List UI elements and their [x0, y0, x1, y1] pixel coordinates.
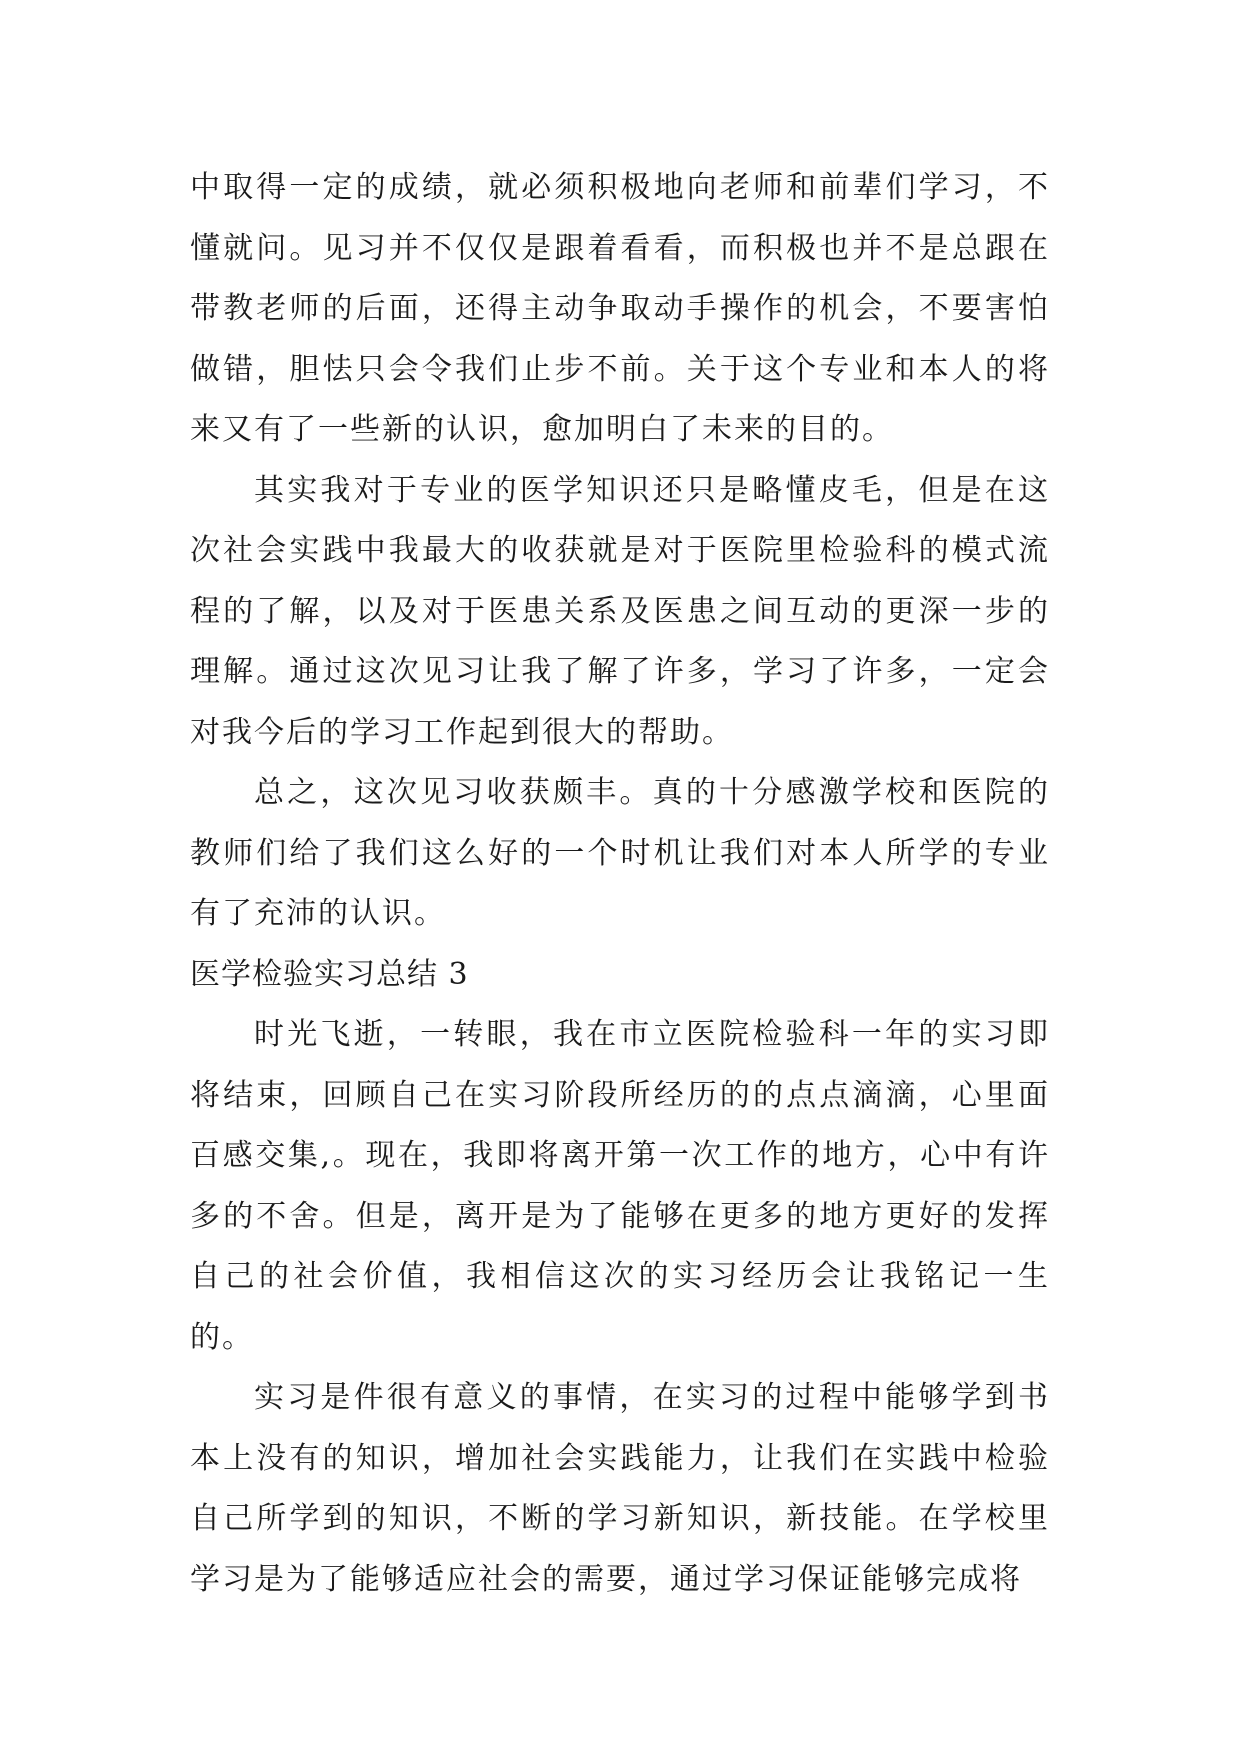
paragraph-4: 时光飞逝，一转眼，我在市立医院检验科一年的实习即将结束，回顾自己在实习阶段所经历的的点点滴滴，心里面百感交集,。现在，我即将离开第一次工作的地方，心中有许多的不舍。但是，离开是为了能够在更多的地方更好的发挥自己的社会价值，我相信这次的实习经历会让我铭记一生的。 [190, 1017, 1050, 1355]
document-body [190, 158, 1050, 1610]
paragraph-3: 总之，这次见习收获颇丰。真的十分感激学校和医院的教师们给了我们这么好的一个时机让我们对本人所学的专业有了充沛的认识。 [190, 775, 1050, 931]
section-heading: 医学检验实习总结 3 [190, 956, 469, 992]
paragraph-2: 其实我对于专业的医学知识还只是略懂皮毛，但是在这次社会实践中我最大的收获就是对于医院里检验科的模式流程的了解，以及对于医患关系及医患之间互动的更深一步的理解。通过这次见习让我了解了许多，学习了许多，一定会对我今后的学习工作起到很大的帮助。 [190, 472, 1050, 750]
paragraph-5: 实习是件很有意义的事情，在实习的过程中能够学到书本上没有的知识，增加社会实践能力，让我们在实践中检验自己所学到的知识，不断的学习新知识，新技能。在学校里学习是为了能够适应社会的需要，通过学习保证能够完成将 [190, 1380, 1050, 1597]
paragraph-1: 中取得一定的成绩，就必须积极地向老师和前辈们学习，不懂就问。见习并不仅仅是跟着看看，而积极也并不是总跟在带教老师的后面，还得主动争取动手操作的机会，不要害怕做错，胆怯只会令我们止步不前。关于这个专业和本人的将来又有了一些新的认识，愈加明白了未来的目的。 [190, 170, 1050, 447]
